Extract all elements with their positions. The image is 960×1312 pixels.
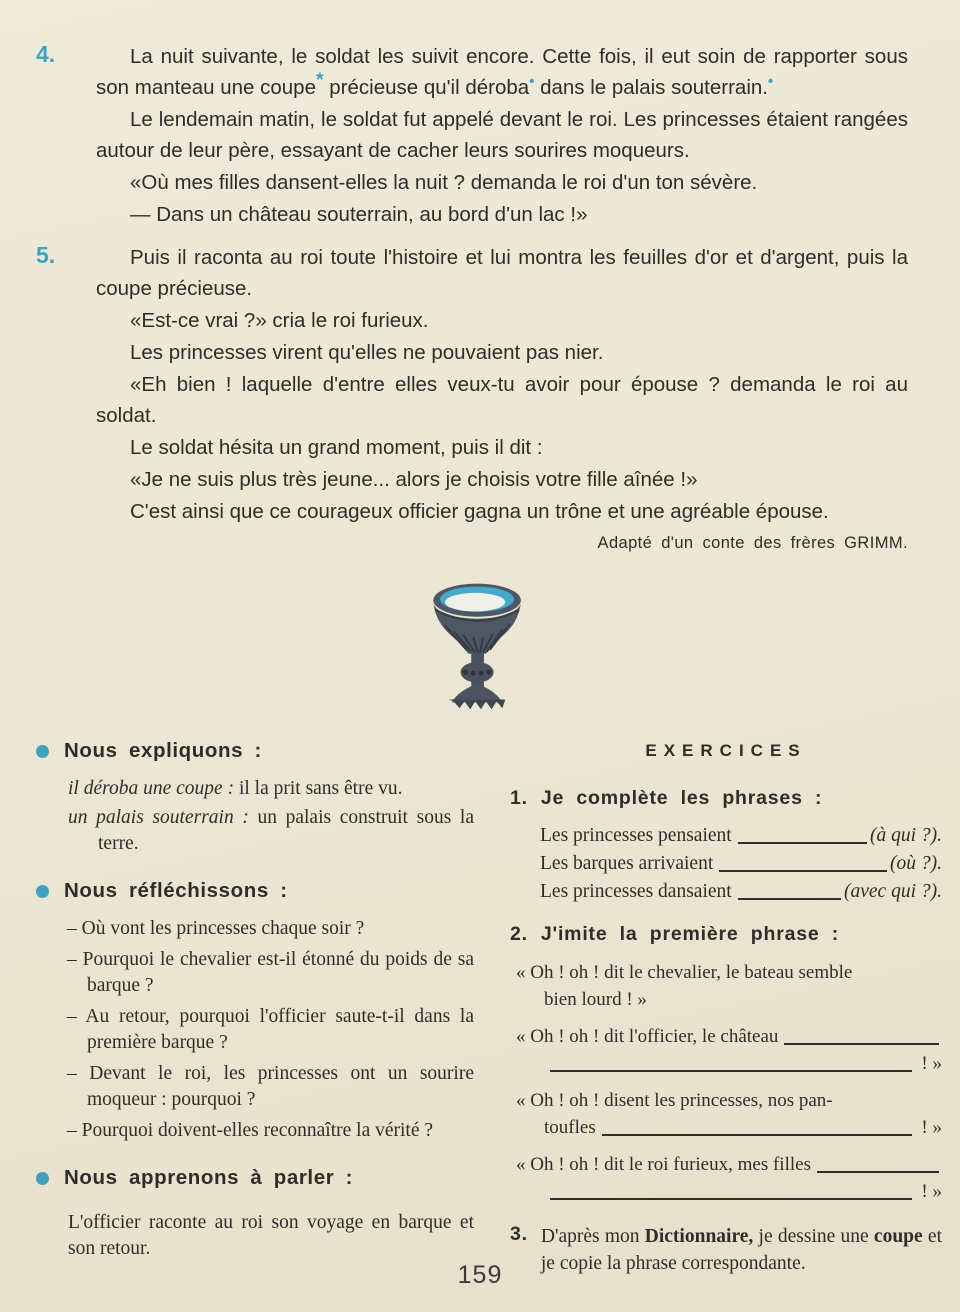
exercise-title-text: J'imite la première phrase : [540,923,840,945]
definition-text: il la prit sans être vu. [234,778,403,799]
exercise-bold-word: Dictionnaire, [644,1226,754,1247]
exercise-title [510,923,942,946]
fill-in-blank [719,867,887,872]
story-dialogue: «Où mes filles dansent-elles la nuit ? demanda le roi d'un ton sévère. [130,171,758,194]
story-dialogue: «Est-ce vrai ?» cria le roi furieux. [130,309,429,332]
section-heading [36,739,474,763]
exercise-title-text: Je complète les phrases : [540,787,823,809]
story-text: dans le palais souterrain. [534,76,768,99]
exercise-title [510,787,942,810]
quote-text: bien lourd ! » [544,989,647,1010]
quote-line [544,986,942,1013]
story-text: précieuse qu'il déroba [323,76,530,99]
story-paragraph [96,41,908,103]
exercise-number: 3. [510,1223,528,1245]
definition-term: un palais souterrain : [68,807,249,828]
question-item: – Où vont les princesses chaque soir ? [67,918,365,939]
question-item: – Pourquoi le chevalier est-il étonné du poids de sa barque ? [67,949,474,996]
story-part-5 [36,242,908,527]
section-title: Nous réfléchissons : [64,879,288,902]
model-quote [516,959,942,1013]
quote-line [544,1178,942,1205]
exercise-text-part: D'après mon [540,1226,645,1247]
quote-line [516,1023,942,1050]
part-number-5: 5. [36,242,56,268]
story-section [36,41,908,559]
section-heading [36,1166,474,1190]
question-item: – Pourquoi doivent-elles reconnaître la vérité ? [67,1120,434,1141]
quote-text: toufles [544,1117,596,1138]
bullet-icon [36,1172,49,1185]
fill-in-blank [817,1168,939,1173]
story-paragraph: Les princesses virent qu'elles ne pouvaient pas nier. [130,341,604,364]
quote-line [544,1114,942,1141]
story-credit: Adapté d'un conte des frères GRIMM. [597,534,908,552]
fill-in-blank [784,1040,939,1045]
section-nous-apprenons [36,1166,474,1262]
definition-item [68,776,474,802]
fill-in-blank [602,1131,913,1136]
page-number: 159 [457,1261,503,1289]
quote-line [516,1151,942,1178]
definition-term: il déroba une coupe : [68,778,235,799]
left-column [36,739,474,1295]
exercise-number: 2. [510,923,528,945]
part-number-4: 4. [36,41,56,67]
quote-text: « Oh ! oh ! dit l'officier, le château [516,1026,779,1047]
quote-line [544,1050,942,1077]
quote-to-complete [516,1087,942,1141]
exercise-text-part: et je copie la phrase correspondante. [540,1226,942,1274]
quote-end: ! » [921,1181,942,1202]
story-paragraph: C'est ainsi que ce courageux officier gagna un trône et une agréable épouse. [130,500,829,523]
quote-line [516,959,942,986]
exercise-text-part: je dessine une [753,1226,874,1247]
exercise-2 [510,923,942,1205]
sentence-start: Les princesses pensaient [540,825,732,846]
quote-text: « Oh ! oh ! dit le roi furieux, mes filles [516,1154,811,1175]
story-text: La nuit suivante, le soldat les suivit encore. Cette fois, il eut soin de rapporter sous son manteau une coupe [96,45,908,99]
answer-hint: (avec qui ?). [844,881,942,902]
story-paragraph: Puis il raconta au roi toute l'histoire et lui montra les feuilles d'or et d'argent, puis la coupe précieuse. [96,246,908,300]
fill-in-blank [738,895,841,900]
question-item: – Devant le roi, les princesses ont un sourire moqueur : pourquoi ? [67,1063,474,1110]
exercise-bold-word: coupe [873,1226,923,1247]
section-text: L'officier raconte au roi son voyage en barque et son retour. [68,1211,474,1259]
question-item: – Au retour, pourquoi l'officier saute-t-il dans la première barque ? [67,1006,474,1053]
bullet-icon [36,745,49,758]
fill-in-blank [550,1067,912,1072]
quote-end: ! » [921,1117,942,1138]
quote-to-complete [516,1151,942,1205]
answer-hint: (où ?). [890,853,942,874]
section-heading [36,879,474,903]
footnote-dot-icon: • [767,74,774,91]
fill-in-row [540,851,942,877]
section-nous-reflechissons [36,879,474,1144]
footnote-star-icon: * [315,69,324,92]
story-dialogue: «Je ne suis plus très jeune... alors je choisis votre fille aînée !» [130,468,698,491]
story-dialogue: «Eh bien ! laquelle d'entre elles veux-tu avoir pour épouse ? demanda le roi au soldat. [96,373,908,427]
bottom-columns [36,739,942,1295]
quote-end: ! » [921,1053,942,1074]
answer-hint: (à qui ?). [869,825,942,846]
exercise-number: 1. [510,787,528,809]
fill-in-blank [738,839,867,844]
story-paragraph: Le soldat hésita un grand moment, puis il dit : [130,436,543,459]
exercise-1 [510,787,942,905]
bullet-icon [36,885,49,898]
fill-in-blank [550,1195,912,1200]
goblet-icon [420,571,540,717]
story-dialogue: — Dans un château souterrain, au bord d'un lac !» [130,203,588,226]
fill-in-row [540,823,942,849]
section-title: Nous expliquons : [64,739,262,762]
exercises-column [510,739,942,1295]
exercises-header: EXERCICES [645,741,807,760]
quote-to-complete [516,1023,942,1077]
footnote-dot-icon: • [529,74,535,91]
definition-text: un palais construit sous la terre. [98,807,474,854]
fill-in-row [540,879,942,905]
sentence-start: Les barques arrivaient [540,853,714,874]
quote-text: « Oh ! oh ! disent les princesses, nos pan- [516,1090,833,1111]
story-part-4 [36,41,908,230]
quote-text: « Oh ! oh ! dit le chevalier, le bateau semble [516,962,853,983]
quote-line [516,1087,942,1114]
section-title: Nous apprenons à parler : [64,1166,354,1189]
story-paragraph: Le lendemain matin, le soldat fut appelé devant le roi. Les princesses étaient rangées autour de leur père, essayant de cacher leurs sourires moqueurs. [96,108,908,162]
sentence-start: Les princesses dansaient [540,881,732,902]
section-nous-expliquons [36,739,474,857]
goblet-illustration [420,571,540,717]
definition-item [68,805,474,857]
